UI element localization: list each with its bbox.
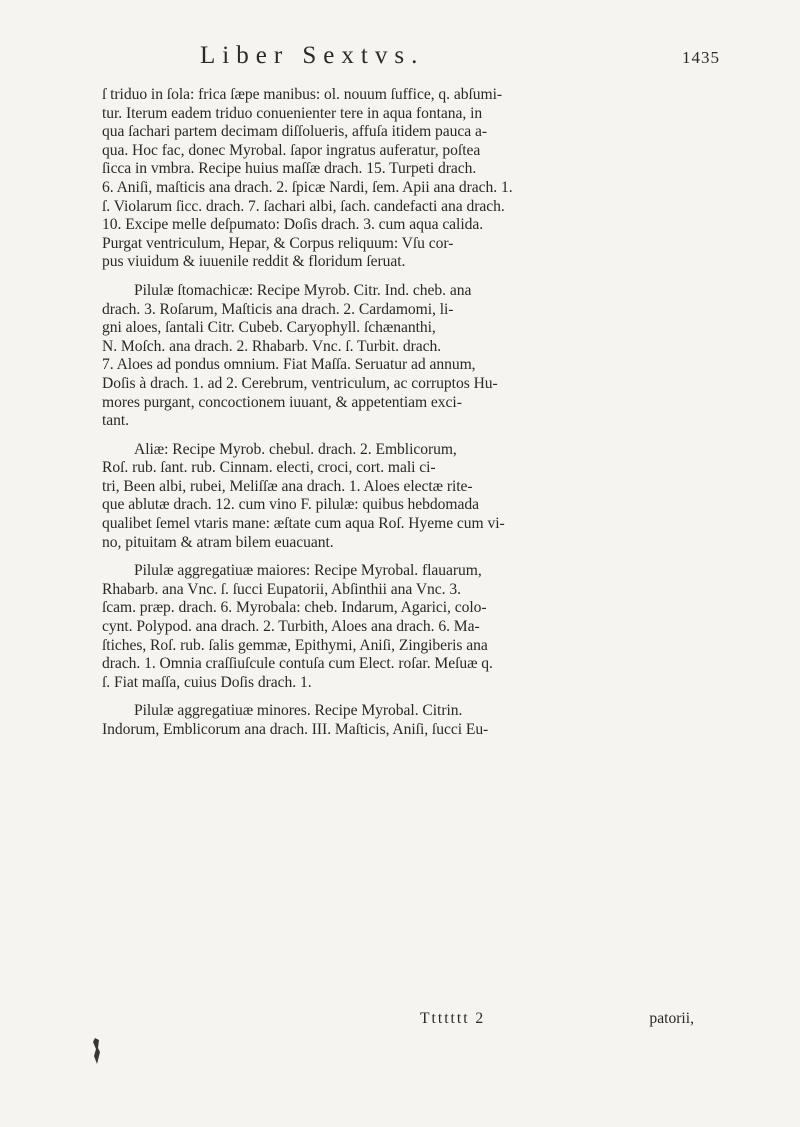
text-line: ſ triduo in ſola: frica ſæpe manibus: ol. nouum ſuffice, q. abſumi- [102,86,502,103]
text-line: qua. Hoc fac, donec Myrobal. ſapor ingratus auferatur, poſtea [102,141,481,159]
page-header [200,42,720,78]
text-line: Indorum, Emblicorum ana drach. III. Maſticis, Aniſi, ſucci Eu- [102,721,489,738]
text-line: Roſ. rub. ſant. rub. Cinnam. electi, croci, cort. mali ci- [102,459,436,477]
text-line: qua ſachari partem decimam diſſolueris, affuſa itidem pauca a- [102,123,487,141]
paragraph-pilulae-maiores [102,562,702,692]
text-line: Pilulæ aggregatiuæ maiores: Recipe Myrobal. flauarum, [134,562,482,580]
text-line: 6. Aniſi, maſticis ana drach. 2. ſpicæ Nardi, ſem. Apii ana drach. 1. [102,178,513,196]
text-line: pus viuidum & iuuenile reddit & floridum ſeruat. [102,253,406,271]
ink-stain-mark [92,1038,102,1064]
text-line: gni aloes, ſantali Citr. Cubeb. Caryophyll. ſchænanthi, [102,319,436,337]
text-line: N. Moſch. ana drach. 2. Rhabarb. Vnc. ſ. Turbit. drach. [102,337,442,355]
text-line: ſcam. præp. drach. 6. Myrobala: cheb. Indarum, Agarici, colo- [102,599,487,617]
text-line: Purgat ventriculum, Hepar, & Corpus reliquum: Vſu cor- [102,234,454,252]
text-line: mores purgant, concoctionem iuuant, & appetentiam exci- [102,393,462,411]
text-line: ſtiches, Roſ. rub. ſalis gemmæ, Epithymi, Aniſi, Zingiberis ana [102,636,488,654]
text-line: ſ. Violarum ſicc. drach. 7. ſachari albi, ſach. candefacti ana drach. [102,197,505,215]
text-line: 10. Excipe melle deſpumato: Doſis drach. 3. cum aqua calida. [102,216,484,234]
text-line: no, pituitam & atram bilem euacuant. [102,533,334,551]
text-line: Pilulæ ſtomachicæ: Recipe Myrob. Citr. Ind. cheb. ana [134,281,472,299]
text-line: drach. 1. Omnia craſſiuſcule contuſa cum Elect. roſar. Meſuæ q. [102,655,493,673]
page-number: 1435 [682,48,720,67]
paragraph-pilulae-minores [102,702,702,739]
text-line: ſicca in vmbra. Recipe huius maſſæ drach. 15. Turpeti drach. [102,160,477,178]
running-title: Liber Sextvs. [200,42,425,69]
text-line: Rhabarb. ana Vnc. ſ. ſucci Eupatorii, Abſinthii ana Vnc. 3. [102,580,461,598]
text-line: ſ. Fiat maſſa, cuius Doſis drach. 1. [102,673,312,691]
text-line: cynt. Polypod. ana drach. 2. Turbith, Aloes ana drach. 6. Ma- [102,618,480,636]
text-line: qualibet ſemel vtaris mane: æſtate cum aqua Roſ. Hyeme cum vi- [102,515,505,533]
text-line: Aliæ: Recipe Myrob. chebul. drach. 2. Emblicorum, [134,440,457,458]
text-line: que ablutæ drach. 12. cum vino F. pilulæ: quibus hebdomada [102,496,479,514]
catchword: patorii, [649,1010,694,1027]
page-footer [102,1010,702,1030]
signature-mark: Ttttttt 2 [420,1010,486,1027]
paragraph-continued-recipe [102,86,702,272]
text-line: Doſis à drach. 1. ad 2. Cerebrum, ventriculum, ac corruptos Hu- [102,374,498,392]
text-line: 7. Aloes ad pondus omnium. Fiat Maſſa. Seruatur ad annum, [102,356,476,374]
paragraph-aliae [102,441,702,553]
paragraph-pilulae-stomachicae [102,282,702,431]
text-line: tant. [102,412,130,430]
paragraph-gap [102,552,702,562]
body-text [102,86,702,740]
text-line: Pilulæ aggregatiuæ minores. Recipe Myrobal. Citrin. [134,702,463,720]
paragraph-gap [102,431,702,441]
paragraph-gap [102,692,702,702]
paragraph-gap [102,272,702,282]
text-line: tur. Iterum eadem triduo conuenienter tere in aqua fontana, in [102,104,483,122]
text-line: drach. 3. Roſarum, Maſticis ana drach. 2. Cardamomi, li- [102,300,454,318]
text-line: tri, Been albi, rubei, Meliſſæ ana drach. 1. Aloes electæ rite- [102,477,473,495]
